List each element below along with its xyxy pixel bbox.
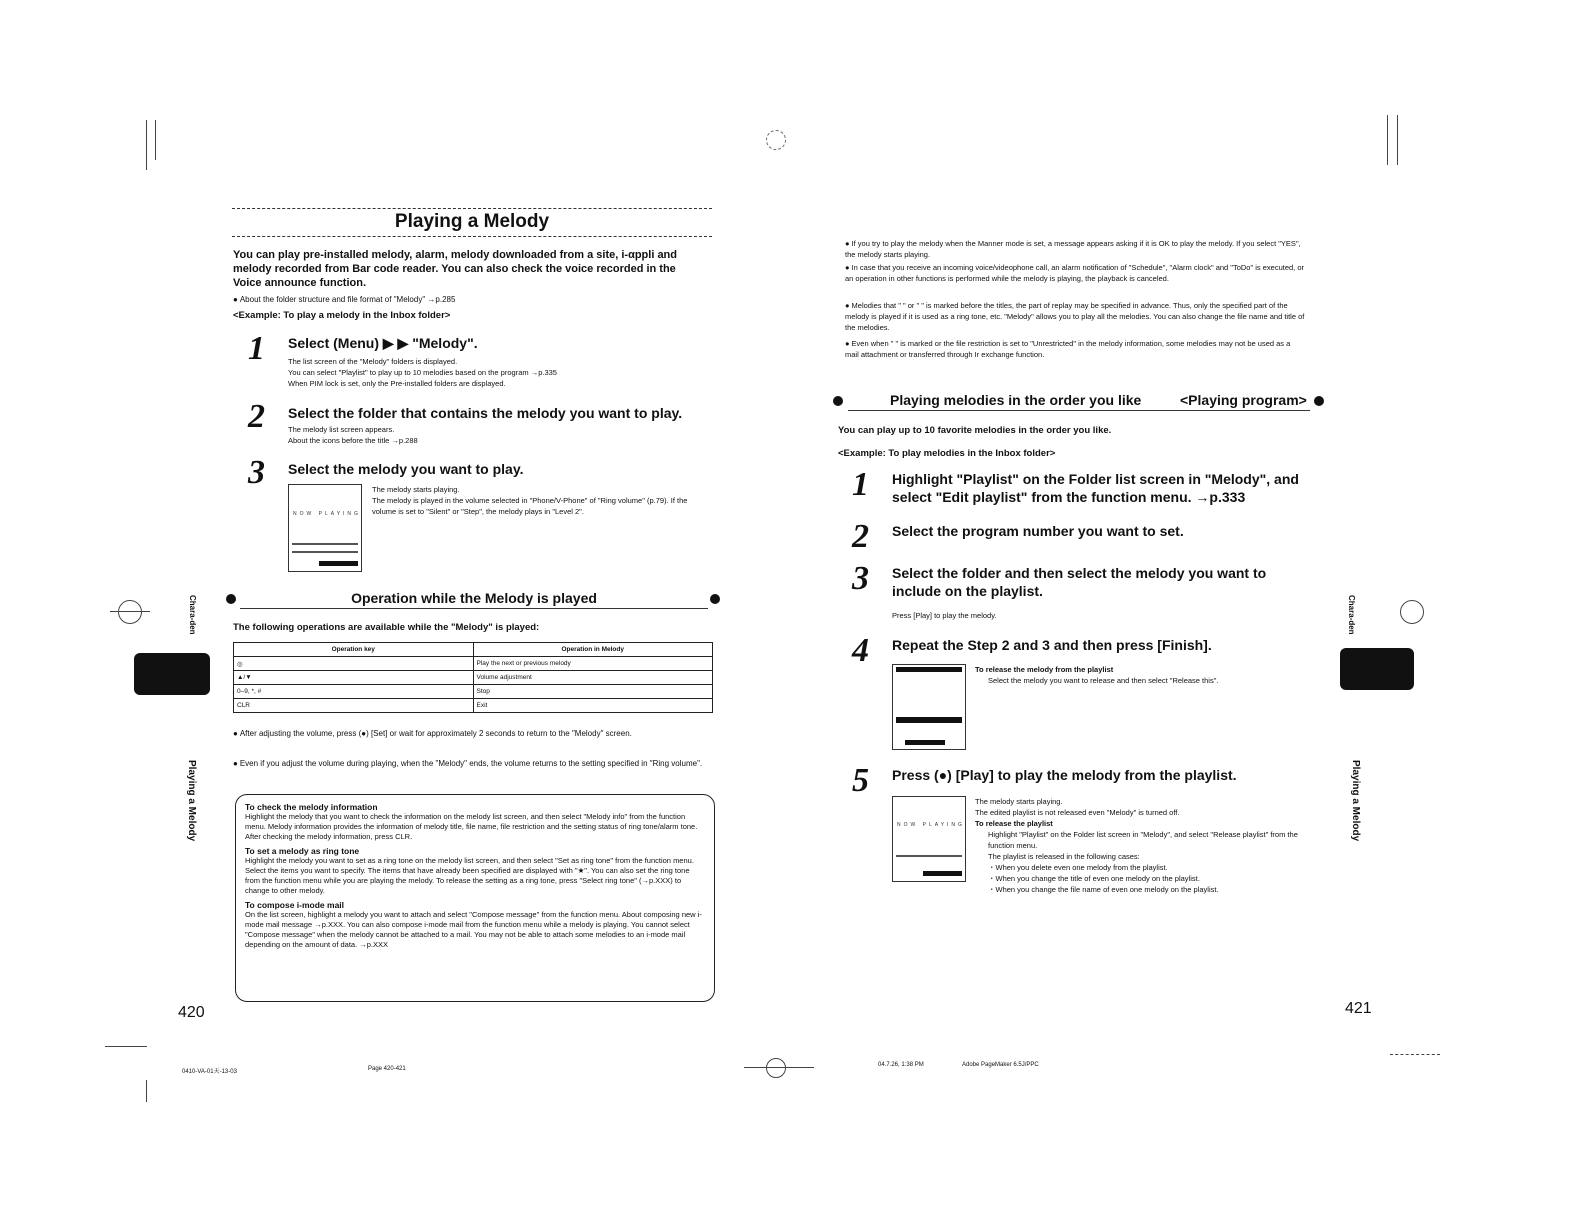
example-label: <Example: To play a melody in the Inbox folder>	[233, 310, 451, 321]
step-detail: The edited playlist is not released even "Melody" is turned off.	[975, 808, 1180, 817]
step-heading: Select the folder that contains the melody you want to play.	[288, 405, 683, 421]
page-number: 421	[1345, 1000, 1372, 1017]
step-heading: Select the melody you want to play.	[288, 461, 524, 477]
footer-text: Page 420-421	[368, 1066, 406, 1072]
table-row	[234, 671, 713, 685]
screen-label: NOW PLAYING	[897, 822, 965, 829]
table-cell: ▲/▼	[234, 671, 474, 685]
screen-softkeys	[923, 871, 962, 876]
screen-bar	[896, 855, 962, 857]
step-heading: Select (Menu) ▶ ▶ "Melody".	[288, 335, 478, 351]
screen-bar	[292, 551, 358, 553]
info-title: To check the melody information	[245, 802, 378, 812]
step-number: 5	[852, 762, 869, 799]
step-detail: When PIM lock is set, only the Pre-installed folders are displayed.	[288, 379, 506, 388]
operations-table	[233, 642, 713, 713]
section-rule	[848, 410, 1310, 411]
page-title: Playing a Melody	[394, 211, 550, 232]
step-detail: ・When you delete even one melody from the playlist.	[988, 863, 1168, 872]
screen-softkeys	[319, 561, 358, 566]
info-title: To set a melody as ring tone	[245, 846, 360, 856]
step-number: 1	[248, 330, 265, 367]
step-heading: Highlight "Playlist" on the Folder list screen in "Melody", and select "Edit playlist" from the function menu. →p.333	[892, 471, 1299, 505]
crop-mark	[1397, 115, 1398, 165]
registration-mark-icon	[766, 130, 786, 150]
footer-text: 0410-VA-01天-13-03	[182, 1069, 237, 1075]
step-detail: You can select "Playlist" to play up to 10 melodies based on the program →p.335	[288, 368, 557, 377]
section-dot-icon	[710, 594, 720, 604]
bullet-note: ● In case that you receive an incoming voice/videophone call, an alarm notification of "Schedule", "Alarm clock" and "ToDo" is executed, or an operation in other functions is performed while the melody is playing, the playback is canceled.	[845, 262, 1305, 284]
crop-mark	[1390, 1054, 1440, 1055]
crop-mark	[1387, 115, 1388, 165]
crop-mark	[146, 1080, 147, 1102]
table-row	[234, 657, 713, 671]
table-cell: Exit	[473, 699, 713, 713]
page-number: 420	[178, 1004, 205, 1021]
step-detail: The melody starts playing.	[975, 797, 1063, 806]
side-tab	[134, 653, 210, 695]
step-number: 4	[852, 632, 869, 669]
example-label: <Example: To play melodies in the Inbox folder>	[838, 448, 1056, 459]
side-label: Playing a Melody	[1350, 760, 1361, 842]
section-tag: <Playing program>	[1180, 392, 1307, 408]
step-heading: Select the program number you want to set.	[892, 523, 1184, 539]
crop-mark	[146, 120, 147, 170]
step-number: 1	[852, 466, 869, 503]
table-cell: Play the next or previous melody	[473, 657, 713, 671]
step-detail: The melody list screen appears.	[288, 425, 395, 434]
section-heading: Playing melodies in the order you like	[890, 392, 1142, 408]
crop-mark	[155, 120, 156, 160]
table-header: Operation key	[234, 643, 474, 657]
screen-titlebar	[896, 667, 962, 672]
step-detail: The list screen of the "Melody" folders is displayed.	[288, 357, 458, 366]
crop-mark	[105, 1046, 147, 1047]
screen-highlight	[896, 717, 962, 723]
side-tab-label: Chara-den	[188, 595, 197, 635]
screen-softkeys	[905, 740, 945, 745]
side-label: Playing a Melody	[186, 760, 197, 842]
step-detail: Press [Play] to play the melody.	[892, 611, 997, 620]
registration-mark-icon	[110, 611, 150, 612]
title-rule	[232, 208, 712, 209]
screen-label: NOW PLAYING	[293, 510, 361, 517]
side-tab	[1340, 648, 1414, 690]
step-number: 2	[852, 518, 869, 555]
side-tab-label: Chara-den	[1347, 595, 1356, 635]
table-cell: Volume adjustment	[473, 671, 713, 685]
bullet-note: ● Melodies that " " or " " is marked before the titles, the part of replay may be specified in advance. Thus, only the specified part of the melody is played if it is used as a ring tone, etc. "Melody" allows you to play all the melodies. You can also change the file name and title of the melodies.	[845, 300, 1305, 333]
step-detail: ・When you change the title of even one melody on the playlist.	[988, 874, 1200, 883]
step-number: 3	[248, 454, 265, 491]
intro-text: You can play pre-installed melody, alarm, melody downloaded from a site, i-αppli and melody recorded from Bar code reader. You can also check the voice recorded in the Voice announce function.	[233, 249, 677, 289]
section-dot-icon	[1314, 396, 1324, 406]
section-dot-icon	[833, 396, 843, 406]
section-intro: You can play up to 10 favorite melodies in the order you like.	[838, 425, 1112, 436]
section-intro: The following operations are available while the "Melody" is played:	[233, 622, 540, 633]
step-detail: Select the melody you want to release and then select "Release this".	[988, 676, 1219, 685]
step-detail: Highlight "Playlist" on the Folder list screen in "Melody", and select "Release playlist" from the function menu.	[988, 830, 1298, 850]
step-heading: Select the folder and then select the melody you want to include on the playlist.	[892, 565, 1267, 599]
step-number: 3	[852, 560, 869, 597]
step-detail: To release the playlist	[975, 819, 1053, 828]
table-cell: Stop	[473, 685, 713, 699]
table-row	[234, 685, 713, 699]
footer-text: 04.7.26, 1:38 PM	[878, 1062, 924, 1068]
info-title: To compose i-mode mail	[245, 900, 345, 910]
footer-text: Adobe PageMaker 6.5J/PPC	[962, 1062, 1039, 1068]
info-text: Highlight the melody that you want to check the information on the melody list screen, and then select "Melody info" from the function menu. Melody information provides the information of melody title, file name, file restriction and the setting status of ring tone/alarm tone. After checking the melody information, press CLR.	[245, 812, 698, 841]
table-row	[234, 699, 713, 713]
phone-screen	[892, 796, 966, 882]
section-rule	[240, 608, 708, 609]
section-dot-icon	[226, 594, 236, 604]
screen-bar	[292, 543, 358, 545]
title-rule	[232, 236, 712, 237]
step-number: 2	[248, 398, 265, 435]
section-heading: Operation while the Melody is played	[351, 590, 597, 606]
bullet-note: ● Even when " " is marked or the file restriction is set to "Unrestricted" in the melody information, some melodies may not be used as a mail attachment or transferred through Ir exchange function.	[845, 338, 1305, 360]
phone-screen	[288, 484, 362, 572]
step-heading: Press (●) [Play] to play the melody from the playlist.	[892, 767, 1237, 783]
table-cell: 0–9, *, #	[234, 685, 474, 699]
step-detail: ・When you change the file name of even one melody on the playlist.	[988, 885, 1219, 894]
bullet-note: ● After adjusting the volume, press (●) [Set] or wait for approximately 2 seconds to return to the "Melody" screen.	[233, 728, 708, 739]
info-box-content	[245, 802, 705, 950]
info-text: Highlight the melody you want to set as a ring tone on the melody list screen, and then select "Set as ring tone" from the function menu. Select the items you want to specify. The items that have already been specified are displayed with "★". You can also set the ring tone from the function menu while you are playing the melody. To release the setting as a ring tone, press "Select ring tone" (→p.XXX) to change to other melody.	[245, 856, 694, 895]
intro-reference: ● About the folder structure and file format of "Melody" →p.285	[233, 294, 703, 305]
step-detail: To release the melody from the playlist	[975, 665, 1114, 674]
table-header: Operation in Melody	[473, 643, 713, 657]
table-cell: ◎	[234, 657, 474, 671]
bullet-note: ● If you try to play the melody when the Manner mode is set, a message appears asking if it is OK to play the melody. If you select "YES", the melody starts playing.	[845, 238, 1305, 260]
phone-screen	[892, 664, 966, 750]
step-detail: About the icons before the title →p.288	[288, 436, 418, 445]
step-detail: The playlist is released in the following cases:	[988, 852, 1140, 861]
step-detail: The melody starts playing.	[372, 485, 460, 494]
registration-mark-icon	[744, 1067, 814, 1068]
bullet-note: ● Even if you adjust the volume during playing, when the "Melody" ends, the volume returns to the setting specified in "Ring volume".	[233, 758, 708, 769]
step-heading: Repeat the Step 2 and 3 and then press [Finish].	[892, 637, 1212, 653]
registration-mark-icon	[1400, 600, 1424, 624]
table-cell: CLR	[234, 699, 474, 713]
registration-mark-icon	[766, 1058, 786, 1078]
step-detail: The melody is played in the volume selected in "Phone/V-Phone" of "Ring volume" (p.79). If the volume is set to "Silent" or "Step", the melody plays in "Level 2".	[372, 496, 688, 516]
info-text: On the list screen, highlight a melody you want to attach and select "Compose message" from the function menu. About composing new i-mode mail message →p.XXX. You can also compose i-mode mail from the function menu while a melody is playing. You cannot select "Compose message" when the melody cannot be attached to a mail. You may not be able to attach some melodies to an i-mode mail depending on the amount of data. →p.XXX	[245, 910, 702, 949]
registration-mark-icon	[118, 600, 142, 624]
